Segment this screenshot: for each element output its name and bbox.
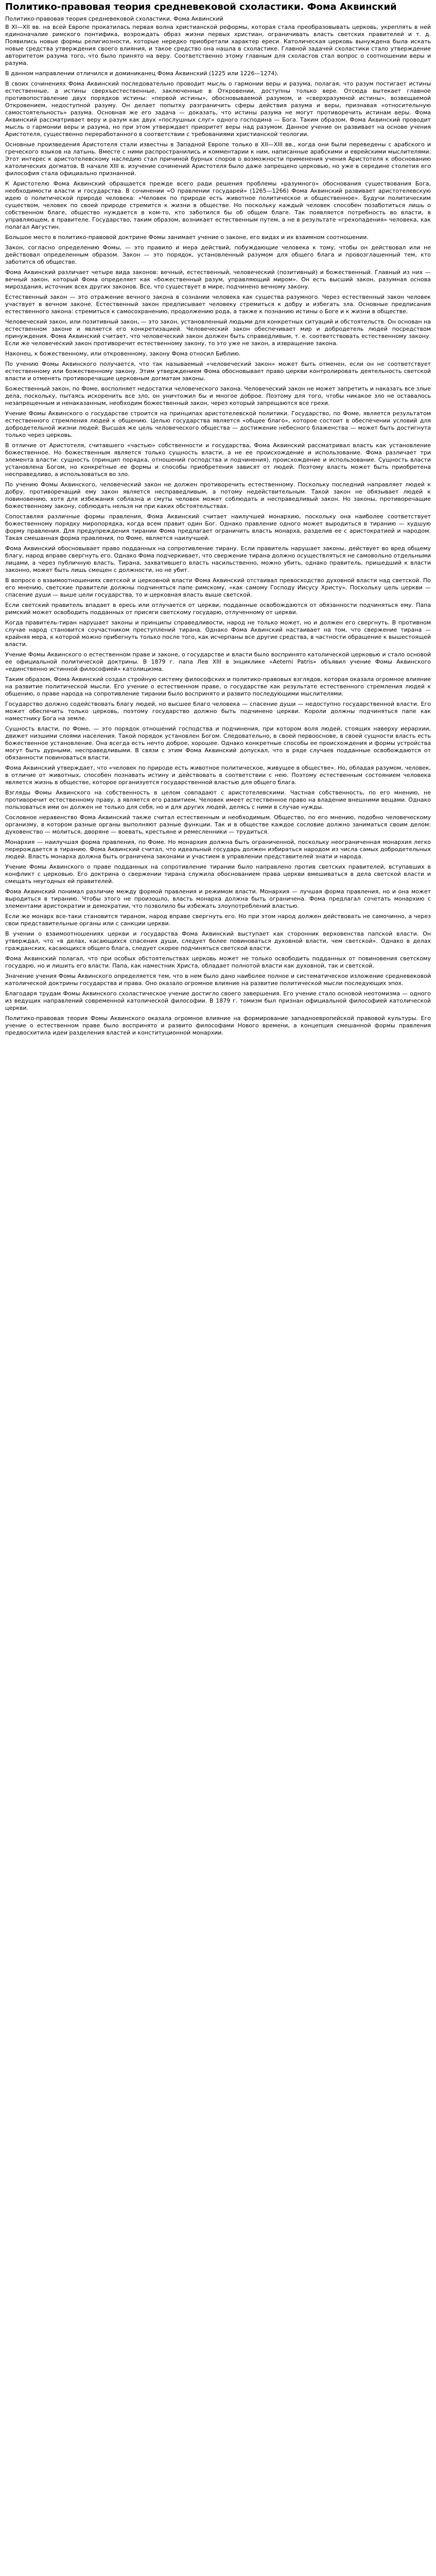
paragraph: Если светский правитель впадает в ересь или отлучается от церкви, подданные освобождаются от обязанности подчиняться ему. Папа римский может освободить подданных от присяги светскому государю, отлученному от церкви.	[5, 602, 431, 616]
document-title: Политико-правовая теория средневековой схоластики. Фома Аквинский	[5, 2, 397, 12]
paragraph: Благодаря трудам Фомы Аквинского схоластическое учение достигло своего завершения. Его учение стало основой неотомизма — одного из ведущих направлений современной католической философии. В 1879 г. томизм был признан официальной философией католической церкви.	[5, 990, 431, 1011]
paragraph: Основные произведения Аристотеля стали известны в Западной Европе только в XII—XIII вв., когда они были переведены с арабского и греческого языков на латынь. Вместе с ними распространились и комментарии к ним, написанные арабскими и еврейскими мыслителями. Этот интерес к аристотелевскому наследию стал причиной бурных споров о возможности применения учения Аристотеля к обоснованию католических догматов. В начале XIII в. изучение сочинений Аристотеля было даже запрещено церковью, но уже в середине столетия его философия стала официально признанной.	[5, 141, 431, 177]
paragraph: Фома Аквинский утверждает, что «человек по природе есть животное политическое, живущее в обществе». Но, обладая разумом, человек, в отличие от животных, способен познавать истину и действовать в соответствии с нею. Поэтому естественным состоянием человека является жизнь в обществе, которое организуется государственной властью для общего блага.	[5, 765, 431, 786]
paragraph: Сословное неравенство Фома Аквинский также считал естественным и необходимым. Общество, по его мнению, подобно человеческому организму, в котором разные органы выполняют разные функции. Так и в обществе каждое сословие должно заниматься своим делом: духовенство — молиться, дворяне — воевать, крестьяне и ремесленники — трудиться.	[5, 814, 431, 835]
paragraph: Если же монарх все-таки становится тираном, народ вправе свергнуть его. Но при этом народ должен действовать не самочинно, а через свои представительные органы или с санкции церкви.	[5, 913, 431, 927]
paragraph: Сущность власти, по Фоме, — это порядок отношений господства и подчинения, при котором воля людей, стоящих наверху иерархии, движет низшими слоями населения. Такой порядок установлен Богом. Следовательно, в своей первооснове, в своей сущности власть есть божественное установление. Она всегда есть нечто доброе, хорошее. Однако конкретные способы ее происхождения и формы устройства могут быть дурными, несправедливыми. В связи с этим Фома Аквинский допускал, что в ряде случаев подданные освобождаются от обязанности повиноваться власти.	[5, 725, 431, 761]
paragraph: Большое место в политико-правовой доктрине Фомы занимает учение о законе, его видах и их взаимном соотношении.	[5, 234, 369, 241]
paragraph: Естественный закон — это отражение вечного закона в сознании человека как существа разумного. Через естественный закон человек участвует в вечном законе. Естественный закон предписывает человеку стремиться к добру и избегать зла. Основные предписания естественного закона: стремиться к самосохранению, продолжению рода, а также к познанию истины о Боге и к жизни в обществе.	[5, 294, 431, 315]
document-subtitle: Политико-правовая теория средневековой схоластики. Фома Аквинский	[5, 15, 223, 22]
paragraph: Учение Фомы Аквинского о праве подданных на сопротивление тирании было направлено против светских правителей, вступавших в конфликт с церковью. Его доктрина о свержении тирана служила обоснованием права церкви вмешиваться в дела светской власти и смещать неугодных ей правителей.	[5, 863, 431, 885]
paragraph: Монархия — наилучшая форма правления, по Фоме. Но монархия должна быть ограниченной, поскольку неограниченная монархия легко перерождается в тиранию. Фома Аквинский считал, что идеальный государь должен избираться народом из числа самых добродетельных людей. Власть монарха должна быть ограничена законами и участием в управлении представителей знати и народа.	[5, 839, 431, 860]
paragraph: В учении о взаимоотношениях церкви и государства Фома Аквинский выступает как сторонник верховенства папской власти. Он утверждал, что «в делах, касающихся спасения души, следует более повиноваться духовной власти, чем светской». Однако в делах гражданских, касающихся общего блага, следует скорее подчиняться светской власти.	[5, 930, 431, 952]
document-page	[0, 2, 436, 1050]
paragraph: Взгляды Фомы Аквинского на собственность в целом совпадают с аристотелевскими. Частная собственность, по его мнению, не противоречит естественному праву, а является его развитием. Человек имеет естественное право на владение внешними вещами. Однако пользоваться ими он должен не только для себя, но и для других людей, делясь с ними в случае нужды.	[5, 789, 431, 810]
paragraph: Фома Аквинский полагал, что при особых обстоятельствах церковь может не только освободить подданных от повиновения светскому государю, но и лишить его власти. Папа, как наместник Христа, обладает полнотой власти как духовной, так и светской.	[5, 955, 431, 969]
paragraph: Таким образом, Фома Аквинский создал стройную систему философских и политико-правовых взглядов, которая оказала огромное влияние на развитие политической мысли. Его учение о естественном праве, о государстве как результате естественного стремления людей к общению, о праве народа на сопротивление тирании было воспринято и развито последующими мыслителями.	[5, 676, 431, 697]
paragraph: Сопоставляя различные формы правления, Фома Аквинский считает наилучшей монархию, поскольку она наиболее соответствует божественному порядку миропорядка, когда всем правит один Бог. Однако правление одного может выродиться в тиранию — худшую форму правления. Для предупреждения тирании Фома предлагает ограничить власть монарха, разделив ее с аристократией и народом. Такая смешанная форма правления, по Фоме, является наилучшей.	[5, 513, 431, 541]
paragraph: В отличие от Аристотеля, считавшего «частью» собственности и государства, Фома Аквинский рассматривал власть как установление божественное. Но божественным является только сущность власти, а не ее происхождение и использование. Фома различает три элемента власти: сущность (принцип порядка, отношений господства и подчинения), происхождение и использование. Сущность власти установлена Богом, но конкретные ее формы и способы приобретения зависят от людей. Поэтому власть может быть приобретена несправедливо, а использоваться во зло.	[5, 442, 431, 478]
paragraph: В данном направлении отличился и доминиканец Фома Аквинский (1225 или 1226—1274).	[5, 70, 279, 77]
paragraph: Государство должно содействовать благу людей, но высшее благо человека — спасение души — недоступно государственной власти. Его может обеспечить только церковь, поэтому государство должно быть подчинено церкви. Короли должны подчиняться папе как наместнику Бога на земле.	[5, 701, 431, 722]
paragraph: Закон, согласно определению Фомы, — это правило и мера действий, побуждающие человека к тому, чтобы он действовал или не действовал определенным образом. Закон — это порядок, установленный разумом для общего блага и провозглашенный тем, кто заботится об обществе.	[5, 244, 431, 265]
paragraph: Политико-правовая теория Фомы Аквинского оказала огромное влияние на формирование западноевропейской правовой культуры. Его учение о естественном праве было воспринято и развито философами Нового времени, а концепция смешанной формы правления предвосхитила идеи разделения властей и конституционной монархии.	[5, 1015, 431, 1036]
paragraph: Божественный закон, по Фоме, восполняет недостатки человеческого закона. Человеческий закон не может запретить и наказать все злые дела, поскольку, пытаясь искоренить все зло, он уничтожил бы и многое доброе. Поэтому для того, чтобы никакое зло не оставалось незапрещенным и ненаказанным, необходим божественный закон, через который запрещаются все грехи.	[5, 385, 431, 406]
paragraph: К Аристотелю Фома Аквинский обращается прежде всего ради решения проблемы «разумного» обоснования существования Бога, необходимости власти и государства. В сочинении «О правлении государей» (1265—1266) Фома Аквинский развивает аристотелевскую идею о политической природе человека: «Человек по природе есть животное политическое и общественное». Будучи политическим существом, человек по своей природе стремится к жизни в обществе. Но поскольку каждый человек способен позаботиться лишь о собственном благе, общество нуждается в ком-то, кто заботился бы об общем благе. Так появляется потребность во власти, в управляющем, в правителе. Государство, таким образом, возникает естественным путем, а не в результате «грехопадения» человека, как полагал Августин.	[5, 180, 431, 230]
paragraph: В XI—XII вв. на всей Европе прокатилась первая волна христианской реформы, которая стала преобразовывать церковь, укреплять в ней единоначалие римского понтифика, возрождать образ жизни первых христиан, ограничивать власть светских правителей и т. д. Появились новые формы религиозности, которые нередко приобретали характер ереси. Католическая церковь вынуждена была искать новые средства утверждения своего влияния, и такое средство она нашла в схоластике. Главной задачей схоластики стало утверждение авторитетом разума того, что было принято на веру. Соответственно этому главным для схоластов стал вопрос о соотношении веры и разума.	[5, 24, 431, 66]
paragraph: По учению Фомы Аквинского, человеческий закон не должен противоречить естественному. Поскольку последний направляет людей к добру, противоречащий ему закон является несправедливым, а потому недействительным. Такой закон не обязывает людей к повиновению, хотя для избежания соблазна и смуты человек может соблюдать и несправедливый закон. Но законы, противоречащие божественному закону, соблюдать нельзя ни при каких обстоятельствах.	[5, 481, 431, 510]
paragraph: В своих сочинениях Фома Аквинский последовательно проводит мысль о гармонии веры и разума, полагая, что разум постигает истины естественные, а истины сверхъестественные, заключенные в Откровении, доступны только вере. Отсюда вытекает главное противопоставление двух порядков истины: «первой истины», обосновываемой разумом, и «сверхразумной истины», возвещаемой Откровением, недоступной разуму. Он делает попытку разграничить сферы действия разума и веры, признавая «относительную самостоятельность» разума. Основная же его задача — доказать, что истины разума не могут противоречить истинам веры. Фома Аквинский рассматривает веру и разум как двух «послушных слуг» одного господина — Бога. Таким образом, Фома Аквинский проводит мысль о гармонии веры и разума, но при этом утверждает приоритет веры над разумом. Данное учение он развивает на основе учения Аристотеля, существенно переработанного в соответствии с требованиями христианской теологии.	[5, 80, 431, 138]
paragraph: В вопросе о взаимоотношениях светской и церковной власти Фома Аквинский отстаивал превосходство духовной власти над светской. По его мнению, светские правители должны подчиняться папе римскому, «как самому Господу Иисусу Христу». Поскольку цель церкви — спасение души — выше цели государства, то и церковная власть выше светской.	[5, 577, 431, 598]
paragraph: Человеческий закон, или позитивный закон, — это закон, установленный людьми для конкретных ситуаций и обстоятельств. Он основан на естественном законе и является его конкретизацией. Человеческий закон обеспечивает мир и добродетель людей посредством принуждения. Фома Аквинский считает, что человеческий закон должен быть справедливым, т. е. соответствовать естественному закону. Если же человеческий закон противоречит естественному закону, то это уже не закон, а извращение закона.	[5, 318, 431, 347]
paragraph: Фома Аквинский обосновывает право подданных на сопротивление тирану. Если правитель нарушает законы, действует во вред общему благу, народ вправе свергнуть его. Однако Фома подчеркивает, что свержение тирана должно осуществляться не самовольно отдельными лицами, а через публичную власть. Тирана, захватившего власть насильственно, можно убить, однако правитель, пришедший к власти законно, может быть лишь смещен с должности, но не убит.	[5, 545, 431, 573]
paragraph: Фома Аквинский понимал различие между формой правления и режимом власти. Монархия — лучшая форма правления, но и она может выродиться в тиранию. Чтобы этого не произошло, власть монарха должна быть ограничена. Фома предлагал сочетать монархию с элементами аристократии и демократии, что позволило бы избежать злоупотреблений властью.	[5, 888, 431, 909]
paragraph: Учение Фомы Аквинского о государстве строится на принципах аристотелевской политики. Государство, по Фоме, является результатом естественного стремления людей к общению. Целью государства является «общее благо», которое состоит в обеспечении условий для добродетельной жизни людей. Высшая же цель человеческого общества — достижение небесного блаженства — может быть достигнута только через церковь.	[5, 410, 431, 438]
paragraph: Наконец, к божественному, или откровенному, закону Фома относил Библию.	[5, 350, 241, 357]
paragraph: Учение Фомы Аквинского о естественном праве и законе, о государстве и власти было воспринято католической церковью и стало основой ее официальной политической доктрины. В 1879 г. папа Лев XIII в энциклике «Aeterni Patris» объявил учение Фомы Аквинского «единственно истинной философией» католицизма.	[5, 651, 431, 672]
paragraph: Фома Аквинский различает четыре вида законов: вечный, естественный, человеческий (позитивный) и божественный. Главный из них — вечный закон, который Фома определяет как «божественный разум, управляющий миром». Он есть высший закон, разумная основа мироздания, источник всех других законов. Все, что существует в мире, подчинено вечному закону.	[5, 269, 431, 290]
paragraph: Когда правитель-тиран нарушает законы и принципы справедливости, народ не только может, но и должен его свергнуть. В противном случае народ становится соучастником преступлений тирана. Однако Фома Аквинский настаивает на том, что свержение тирана — крайняя мера, к которой можно прибегнуть только после того, как исчерпаны все другие средства, в частности обращение к вышестоящей власти.	[5, 619, 431, 648]
paragraph: По учению Фомы Аквинского получается, что так называемый «человеческий закон» может быть отменен, если он не соответствует естественному или божественному закону. Этим утверждением Фома обосновывает право церкви контролировать деятельность светской власти и отменять противоречащие церковным догматам законы.	[5, 361, 431, 382]
paragraph: Значение учения Фомы Аквинского определяется тем, что в нем было дано наиболее полное и систематическое изложение средневековой католической доктрины государства и права. Оно оказало огромное влияние на развитие политической мысли последующих эпох.	[5, 973, 431, 987]
document-body	[5, 24, 431, 1037]
